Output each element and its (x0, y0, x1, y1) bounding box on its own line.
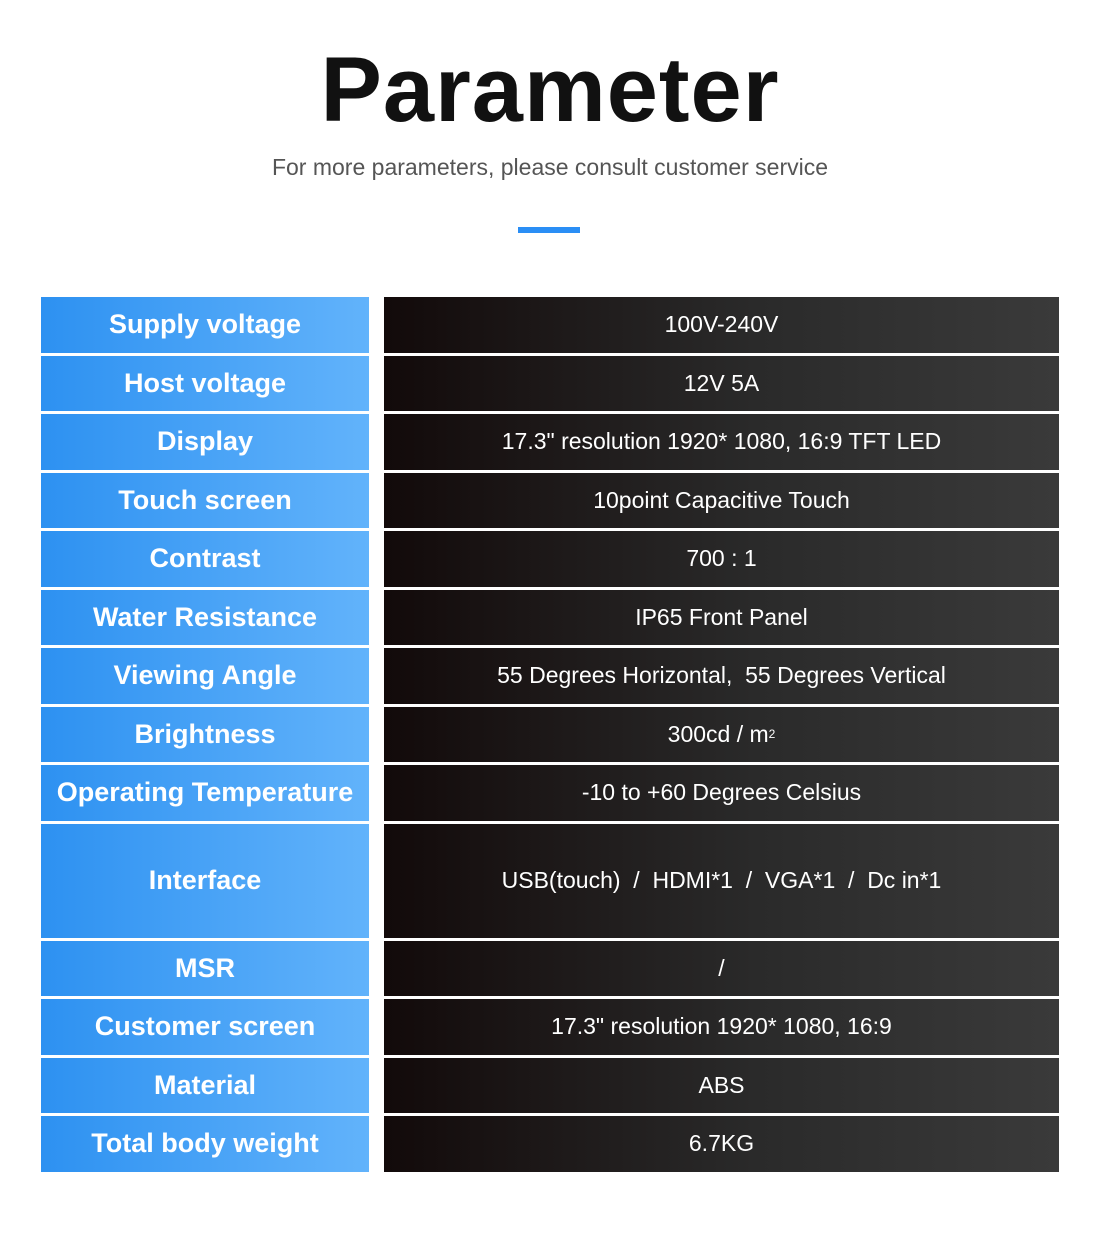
spec-table (41, 297, 1059, 1175)
spec-label: Viewing Angle (41, 648, 369, 704)
spec-value: 10point Capacitive Touch (384, 473, 1059, 529)
spec-row-host-voltage (41, 356, 1059, 415)
spec-row-customer-screen (41, 999, 1059, 1058)
spec-label: Brightness (41, 707, 369, 763)
spec-row-material (41, 1058, 1059, 1117)
spec-label: Touch screen (41, 473, 369, 529)
spec-value: 17.3" resolution 1920* 1080, 16:9 TFT LED (384, 414, 1059, 470)
spec-label: Operating Temperature (41, 765, 369, 821)
spec-row-operating-temperature (41, 765, 1059, 824)
spec-label: Interface (41, 824, 369, 938)
spec-label: Display (41, 414, 369, 470)
spec-value: 12V 5A (384, 356, 1059, 412)
spec-label: Material (41, 1058, 369, 1114)
spec-row-contrast (41, 531, 1059, 590)
spec-row-display (41, 414, 1059, 473)
spec-row-total-body-weight (41, 1116, 1059, 1175)
accent-divider (518, 227, 580, 233)
spec-value: 6.7KG (384, 1116, 1059, 1172)
spec-row-touch-screen (41, 473, 1059, 532)
page-subtitle: For more parameters, please consult customer service (271, 154, 829, 180)
spec-label: Total body weight (41, 1116, 369, 1172)
spec-value: IP65 Front Panel (384, 590, 1059, 646)
spec-label: Host voltage (41, 356, 369, 412)
spec-value: 300cd / m 2 (384, 707, 1059, 763)
spec-value: ABS (384, 1058, 1059, 1114)
spec-value: USB(touch) / HDMI*1 / VGA*1 / Dc in*1 (384, 824, 1059, 938)
spec-label: MSR (41, 941, 369, 997)
spec-value: 17.3" resolution 1920* 1080, 16:9 (384, 999, 1059, 1055)
spec-value: / (384, 941, 1059, 997)
spec-value: 55 Degrees Horizontal, 55 Degrees Vertical (384, 648, 1059, 704)
spec-row-msr (41, 941, 1059, 1000)
spec-row-supply-voltage (41, 297, 1059, 356)
spec-label: Water Resistance (41, 590, 369, 646)
page-title: Parameter (320, 39, 780, 141)
spec-value: 700 : 1 (384, 531, 1059, 587)
spec-row-viewing-angle (41, 648, 1059, 707)
spec-value: -10 to +60 Degrees Celsius (384, 765, 1059, 821)
spec-row-water-resistance (41, 590, 1059, 649)
spec-row-brightness (41, 707, 1059, 766)
spec-row-interface (41, 824, 1059, 941)
spec-label: Customer screen (41, 999, 369, 1055)
spec-value: 100V-240V (384, 297, 1059, 353)
brightness-value-text: 300cd / m (667, 720, 769, 747)
spec-label: Supply voltage (41, 297, 369, 353)
spec-label: Contrast (41, 531, 369, 587)
